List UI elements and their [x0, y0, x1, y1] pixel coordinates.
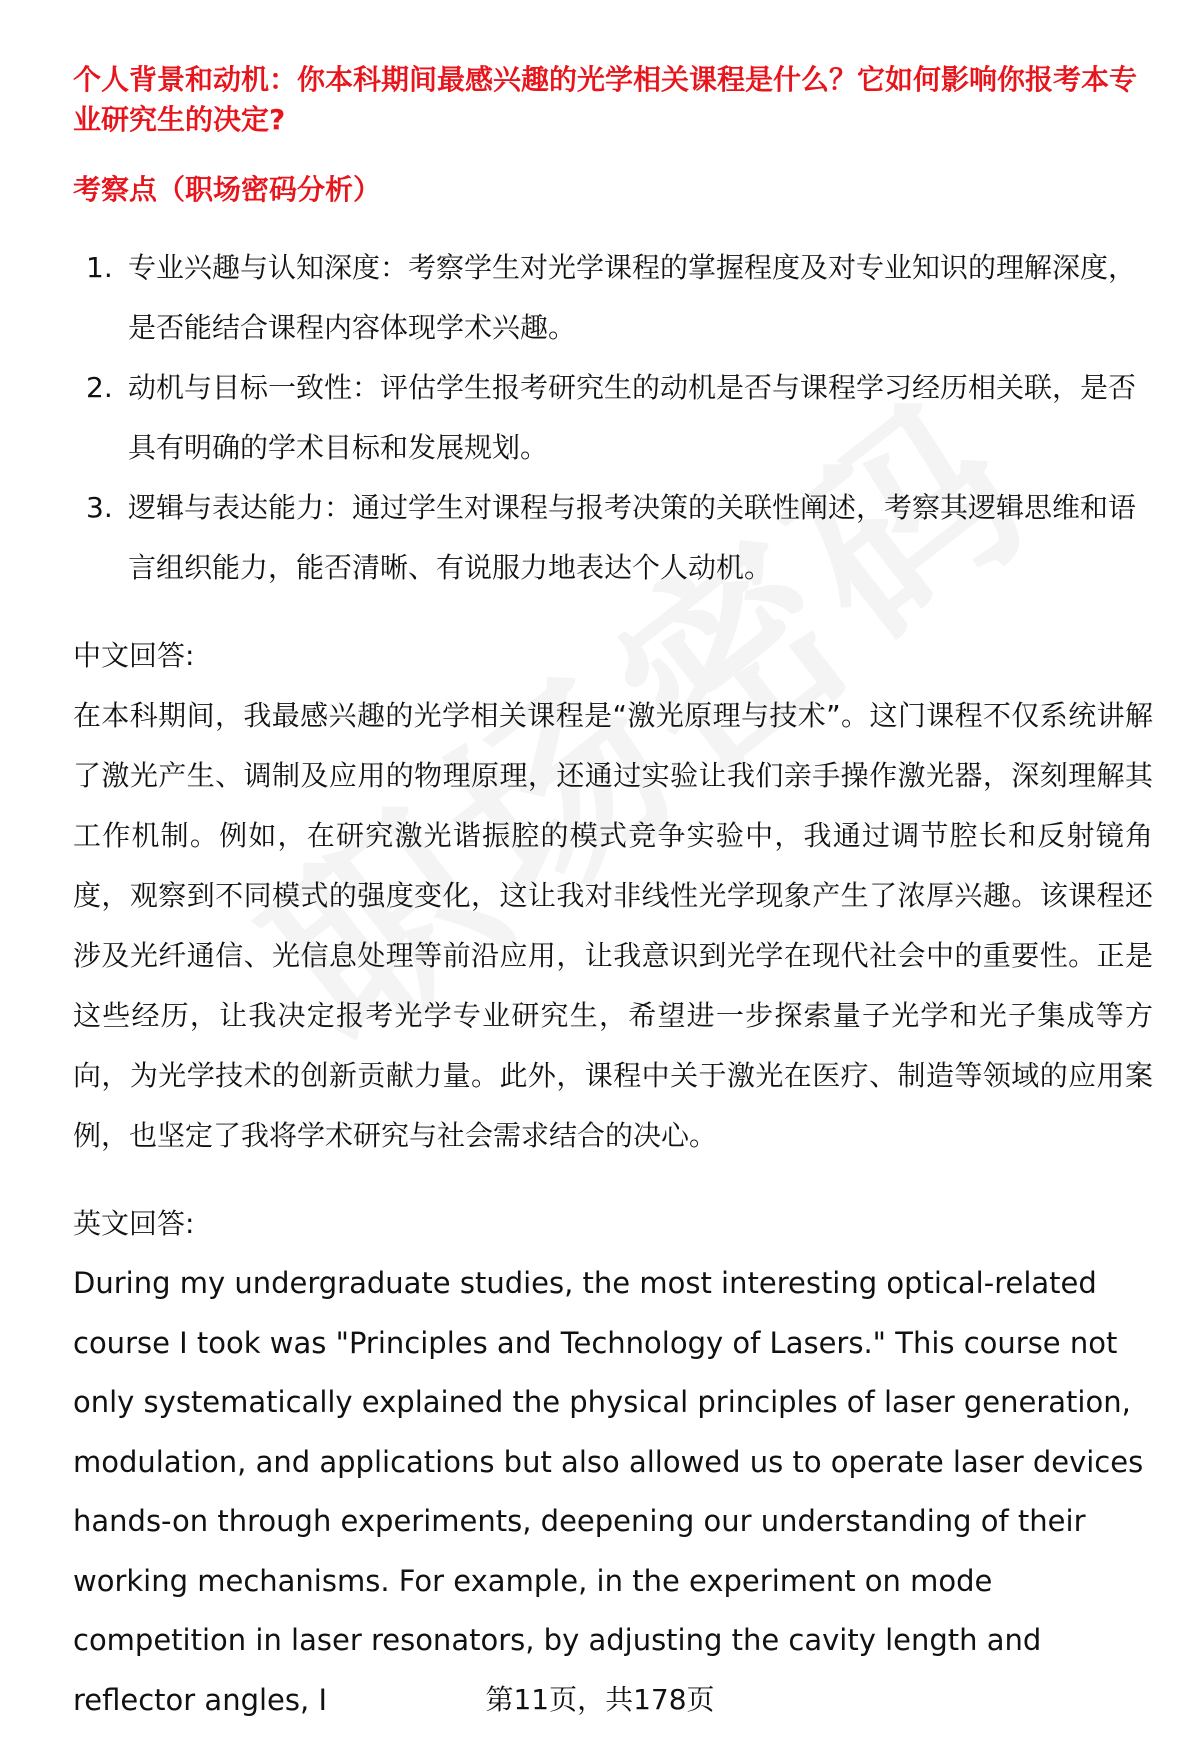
list-item — [73, 478, 1153, 598]
list-item — [73, 358, 1153, 478]
list-item — [73, 238, 1153, 358]
list-item-number: 3. — [86, 491, 113, 524]
english-answer-label: 英文回答: — [73, 1207, 195, 1240]
assessment-title: 考察点（职场密码分析） — [73, 173, 382, 206]
chinese-answer-text: 在本科期间，我最感兴趣的光学相关课程是“激光原理与技术”。这门课程不仅系统讲解了激光产生、调制及应用的物理原理，还通过实验让我们亲手操作激光器，深刻理解其工作机制。例如，在研究激光谐振腔的模式竞争实验中，我通过调节腔长和反射镜角度，观察到不同模式的强度变化，这让我对非线性光学现象产生了浓厚兴趣。该课程还涉及光纤通信、光信息处理等前沿应用，让我意识到光学在现代社会中的重要性。正是这些经历，让我决定报考光学专业研究生，希望进一步探索量子光学和光子集成等方向，为光学技术的创新贡献力量。此外，课程中关于激光在医疗、制造等领域的应用案例，也坚定了我将学术研究与社会需求结合的决心。 — [73, 699, 1153, 1152]
question-heading: 个人背景和动机：你本科期间最感兴趣的光学相关课程是什么？它如何影响你报考本专业研究生的决定? — [73, 63, 1138, 136]
chinese-answer-label: 中文回答: — [73, 639, 195, 672]
assessment-list — [73, 238, 1153, 598]
english-answer-text: During my undergraduate studies, the most interesting optical-related course I took was "Principles and Technology of Lasers." This course not only systematically explained the physical principles of laser generation, modulation, and applications but also allowed us to operate laser devices hands-on through experiments, deepening our understanding of their working mechanisms. For example, in the experiment on mode competition in laser resonators, by adjusting the cavity length and reflector angles, I — [73, 1266, 1144, 1717]
document-content — [73, 60, 1153, 1730]
list-item-text: 专业兴趣与认知深度：考察学生对光学课程的掌握程度及对专业知识的理解深度，是否能结合课程内容体现学术兴趣。 — [128, 251, 1137, 344]
list-item-text: 动机与目标一致性：评估学生报考研究生的动机是否与课程学习经历相关联，是否具有明确的学术目标和发展规划。 — [128, 371, 1137, 464]
list-item-number: 2. — [86, 371, 113, 404]
list-item-text: 逻辑与表达能力：通过学生对课程与报考决策的关联性阐述，考察其逻辑思维和语言组织能力，能否清晰、有说服力地表达个人动机。 — [128, 491, 1137, 584]
list-item-number: 1. — [86, 251, 113, 284]
page-number-footer: 第11页，共178页 — [485, 1683, 715, 1716]
